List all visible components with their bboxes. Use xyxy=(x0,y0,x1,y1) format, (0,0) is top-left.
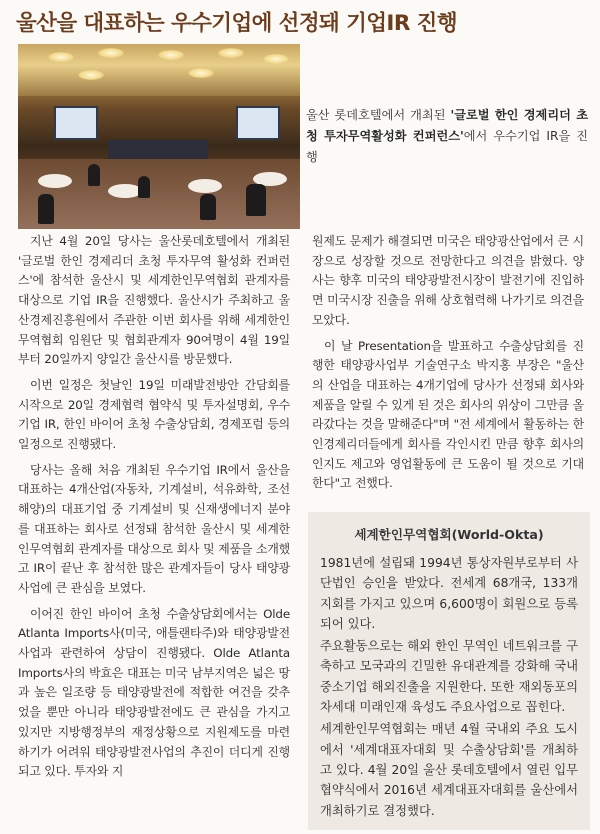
photo-light xyxy=(218,48,244,58)
photo-person xyxy=(88,164,100,186)
sidebox-paragraph: 세계한인무역협회는 매년 4월 국내외 주요 도시에서 '세계대표자대회 및 수출상담회'를 개최하고 있다. 4월 20일 울산 롯데호텔에서 열린 입무협약식에서 2016년 세계대표자대회를 울산에서 개최하기로 결정했다. xyxy=(320,722,578,818)
photo-light xyxy=(263,54,289,64)
conference-photo xyxy=(18,44,300,229)
photo-light xyxy=(188,68,214,78)
caption-pre: 울산 롯데호텔에서 개최된 xyxy=(306,108,451,122)
sidebox-paragraph: 1981년에 설립돼 1994년 통상자원부로부터 사단법인 승인을 받았다. 전세계 68개국, 133개 지회를 가지고 있으며 6,600명이 회원으로 등록되어 있다. xyxy=(320,556,578,631)
body-paragraph: 이어진 한인 바이어 초청 수출상담회에서는 Olde Atlanta Imports사(미국, 애틀랜타주)와 태양광발전사업과 관련하여 상담이 진행됐다. Olde Atlanta Imports사의 박효은 대표는 미국 남부지역은 넓은 땅과 높은 일조량 등 태양광발전에 적합한 여건을 갖추었을 뿐만 아니라 태양광발전에도 큰 관심을 가지고 있지만 지방행정부의 재정상황으로 지원제도를 마련하기가 어려워 태양광발전사업의 추진이 더디게 진행되고 있다. 투자와 지 xyxy=(18,606,290,779)
caption-post: 에서 우수기업 IR을 진행 xyxy=(306,129,588,164)
photo-table xyxy=(188,179,222,193)
article-left-column xyxy=(18,232,290,788)
photo-light xyxy=(98,48,124,58)
article-headline: 울산을 대표하는 우수기업에 선정돼 기업IR 진행 xyxy=(16,11,457,36)
sidebox-paragraph: 주요활동으로는 해외 한인 무역인 네트워크를 구축하고 모국과의 긴밀한 유대관계를 강화해 국내 중소기업 해외진출을 지원한다. 또한 재외동포의 차세대 미래인재 육성도 주요사업으로 꼽힌다. xyxy=(320,639,578,715)
photo-table xyxy=(38,174,72,188)
article-right-column xyxy=(312,232,584,500)
caption-highlight: '글로벌 한인 경제리더 초청 투자무역활성화 컨퍼런스' xyxy=(306,108,588,143)
photo-light xyxy=(158,50,184,60)
photo-person xyxy=(38,194,54,224)
photo-light xyxy=(78,70,104,80)
body-paragraph: 이번 일정은 첫날인 19일 미래발전방안 간담회를 시작으로 20일 경제협력 협약식 및 투자설명회, 우수기업 IR, 한인 바이어 초청 수출상담회, 경제포럼 등의 일정으로 진행됐다. xyxy=(18,377,290,452)
body-paragraph: 지난 4월 20일 당사는 울산롯데호텔에서 개최된 '글로벌 한인 경제리더 초청 투자무역 활성화 컨퍼런스'에 참석한 울산시 및 세계한인무역협회 관계자를 대상으로 기업 IR을 진행했다. 울산시가 주최하고 울산경제진흥원에서 주관한 이번 회사를 위해 세계한인무역협회 임원단 및 협회관계자 90여명이 4월 19일부터 20일까지 양일간 울산시를 방문했다. xyxy=(18,234,290,367)
body-paragraph: 원제도 문제가 해결되면 미국은 태양광산업에서 큰 시장으로 성장할 것으로 전망한다고 의견을 밝혔다. 양사는 향후 미국의 태양광발전시장이 발전기에 진입하면 미국시장 진출을 위해 상호협력해 나가기로 의견을 모았다. xyxy=(312,234,584,327)
body-paragraph: 당사는 올해 처음 개최된 우수기업 IR에서 울산을 대표하는 4개산업(자동차, 기계설비, 석유화학, 조선해양)의 대표기업 중 기계설비 및 신재생에너지 분야를 대표하는 회사로 선정돼 참석한 울산시 및 세계한인무역협회 관계자를 대상으로 회사 및 제품을 소개했고 IR이 끝난 후 참석한 많은 관계자들이 당사 태양광사업에 큰 관심을 보였다. xyxy=(18,462,290,595)
photo-screen-right xyxy=(236,106,280,140)
photo-person xyxy=(246,184,266,216)
sidebox-title: 세계한인무역협회(World-Okta) xyxy=(354,527,544,542)
photo-person xyxy=(138,176,150,198)
sidebox-body xyxy=(308,553,590,821)
photo-person xyxy=(200,194,216,220)
photo-table xyxy=(108,184,142,198)
info-sidebox xyxy=(308,512,590,830)
photo-caption xyxy=(306,105,588,168)
photo-screen-left xyxy=(54,106,98,140)
body-paragraph: 이 날 Presentation을 발표하고 수출상담회를 진행한 태양광사업부 기술연구소 박지홍 부장은 "울산의 산업을 대표하는 4개기업에 당사가 선정돼 회사와 제품을 알릴 수 있게 된 것은 회사의 위상이 그만큼 올라갔다는 것을 말해준다"며 "전 세계에서 활동하는 한인경제리더들에게 회사를 각인시킨 만큼 향후 회사의 인지도 제고와 영업활동에 큰 도움이 될 것으로 기대한다"고 전했다. xyxy=(312,338,584,491)
photo-light xyxy=(48,52,74,62)
